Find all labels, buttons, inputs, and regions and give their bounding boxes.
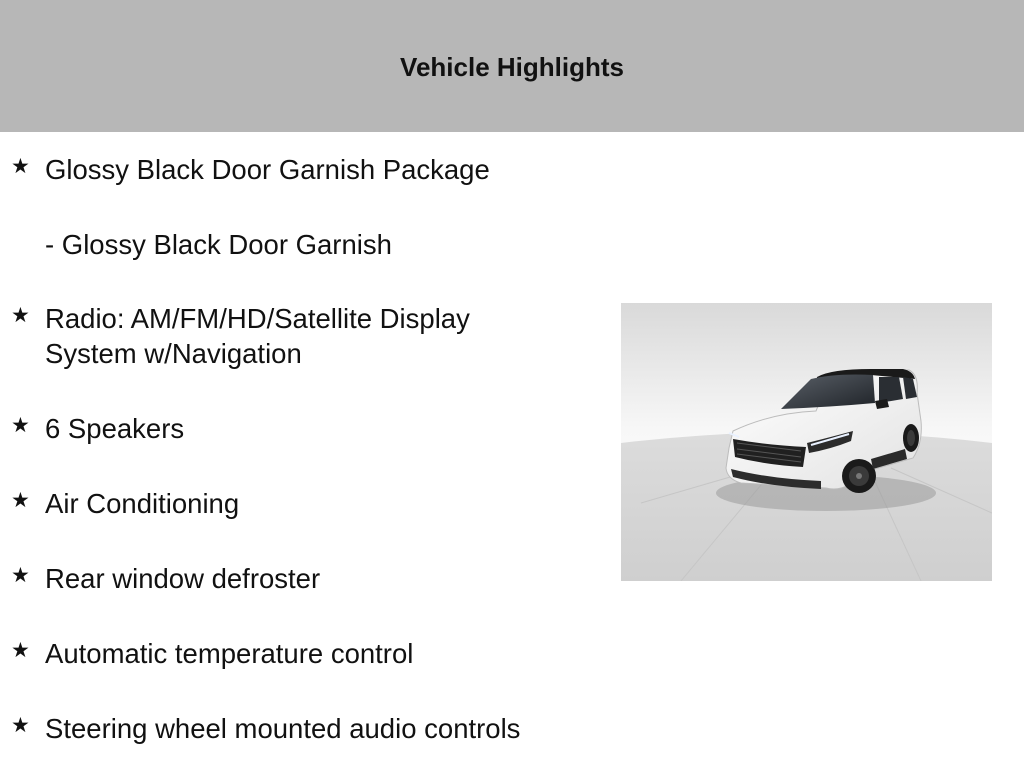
star-icon: ★ [11,489,30,512]
feature-label: 6 Speakers [45,413,185,444]
vehicle-photo [621,303,992,581]
feature-label: Rear window defroster [45,563,321,594]
header-bar [0,0,1024,132]
star-icon: ★ [11,564,30,587]
feature-label-line1: Radio: AM/FM/HD/Satellite Display [45,303,470,334]
star-icon: ★ [11,155,30,178]
feature-sublabel: - Glossy Black Door Garnish [45,229,392,260]
star-icon: ★ [11,714,30,737]
feature-label-line2: System w/Navigation [45,338,302,369]
feature-label: Steering wheel mounted audio controls [45,713,521,744]
star-icon: ★ [11,304,30,327]
feature-label: Automatic temperature control [45,638,414,669]
feature-label: Glossy Black Door Garnish Package [45,154,490,185]
feature-label: Air Conditioning [45,488,240,519]
star-icon: ★ [11,414,30,437]
star-icon: ★ [11,639,30,662]
page-title: Vehicle Highlights [400,51,624,82]
